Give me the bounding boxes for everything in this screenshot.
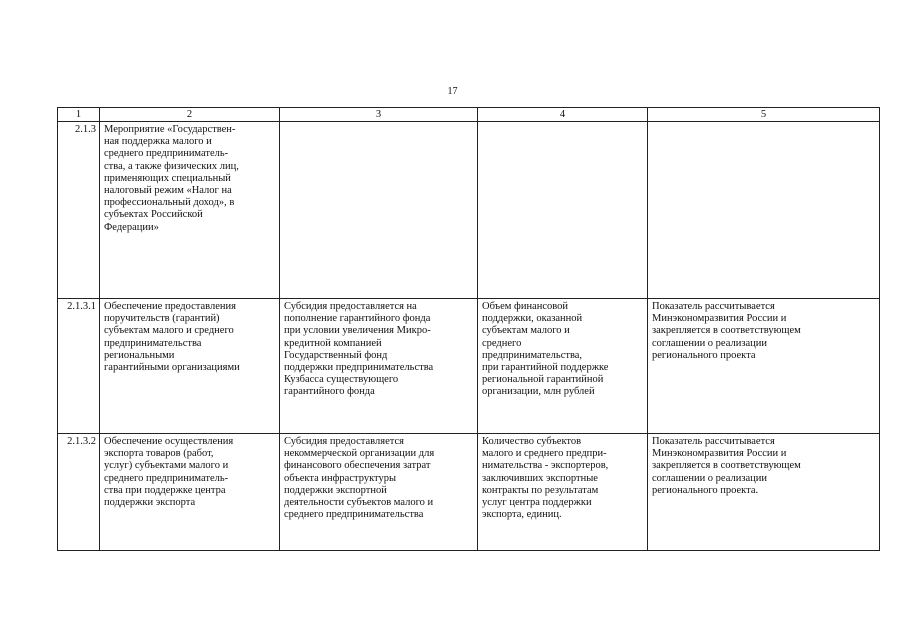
- header-cell-4: 4: [478, 108, 648, 122]
- table-row: [58, 299, 880, 434]
- indicator-cell: [478, 122, 648, 299]
- row-number-cell: 2.1.3: [58, 122, 100, 299]
- calculation-cell: Показатель рассчитывается Минэкономразвития России и закрепляется в соответствующем соглашении о реализации регионального проекта: [648, 299, 880, 434]
- conditions-cell: [280, 122, 478, 299]
- measures-table: [57, 107, 880, 551]
- header-cell-2: 2: [100, 108, 280, 122]
- table-row: [58, 434, 880, 551]
- header-cell-1: 1: [58, 108, 100, 122]
- measure-name-cell: Обеспечение осуществления экспорта товаров (работ, услуг) субъектами малого и среднего предприниматель- ства при поддержке центра поддержки экспорта: [100, 434, 280, 551]
- header-cell-5: 5: [648, 108, 880, 122]
- calculation-cell: Показатель рассчитывается Минэкономразвития России и закрепляется в соответствующем соглашении о реализации регионального проекта.: [648, 434, 880, 551]
- indicator-cell: Объем финансовой поддержки, оказанной субъектам малого и среднего предпринимательства, при гарантийной поддержке региональной гарантийной организации, млн рублей: [478, 299, 648, 434]
- calculation-cell: [648, 122, 880, 299]
- measure-name-cell: Обеспечение предоставления поручительств (гарантий) субъектам малого и среднего предпринимательства региональными гарантийными организациями: [100, 299, 280, 434]
- row-number-cell: 2.1.3.2: [58, 434, 100, 551]
- conditions-cell: Субсидия предоставляется на пополнение гарантийного фонда при условии увеличения Микро- кредитной компанией Государственный фонд поддержки предпринимательства Кузбасса существующего гарантийного фонда: [280, 299, 478, 434]
- indicator-cell: Количество субъектов малого и среднего предпри- нимательства - экспортеров, заключивших экспортные контракты по результатам услуг центра поддержки экспорта, единиц.: [478, 434, 648, 551]
- page-number: 17: [447, 86, 458, 97]
- conditions-cell: Субсидия предоставляется некоммерческой организации для финансового обеспечения затрат объекта инфраструктуры поддержки экспортной деятельности субъектов малого и среднего предпринимательства: [280, 434, 478, 551]
- row-number-cell: 2.1.3.1: [58, 299, 100, 434]
- measure-name-cell: Мероприятие «Государствен- ная поддержка малого и среднего предприниматель- ства, а также физических лиц, применяющих специальный налоговый режим «Налог на профессиональный доход», в субъектах Российской Федерации»: [100, 122, 280, 299]
- table-header-row: [58, 108, 880, 122]
- header-cell-3: 3: [280, 108, 478, 122]
- table-row: [58, 122, 880, 299]
